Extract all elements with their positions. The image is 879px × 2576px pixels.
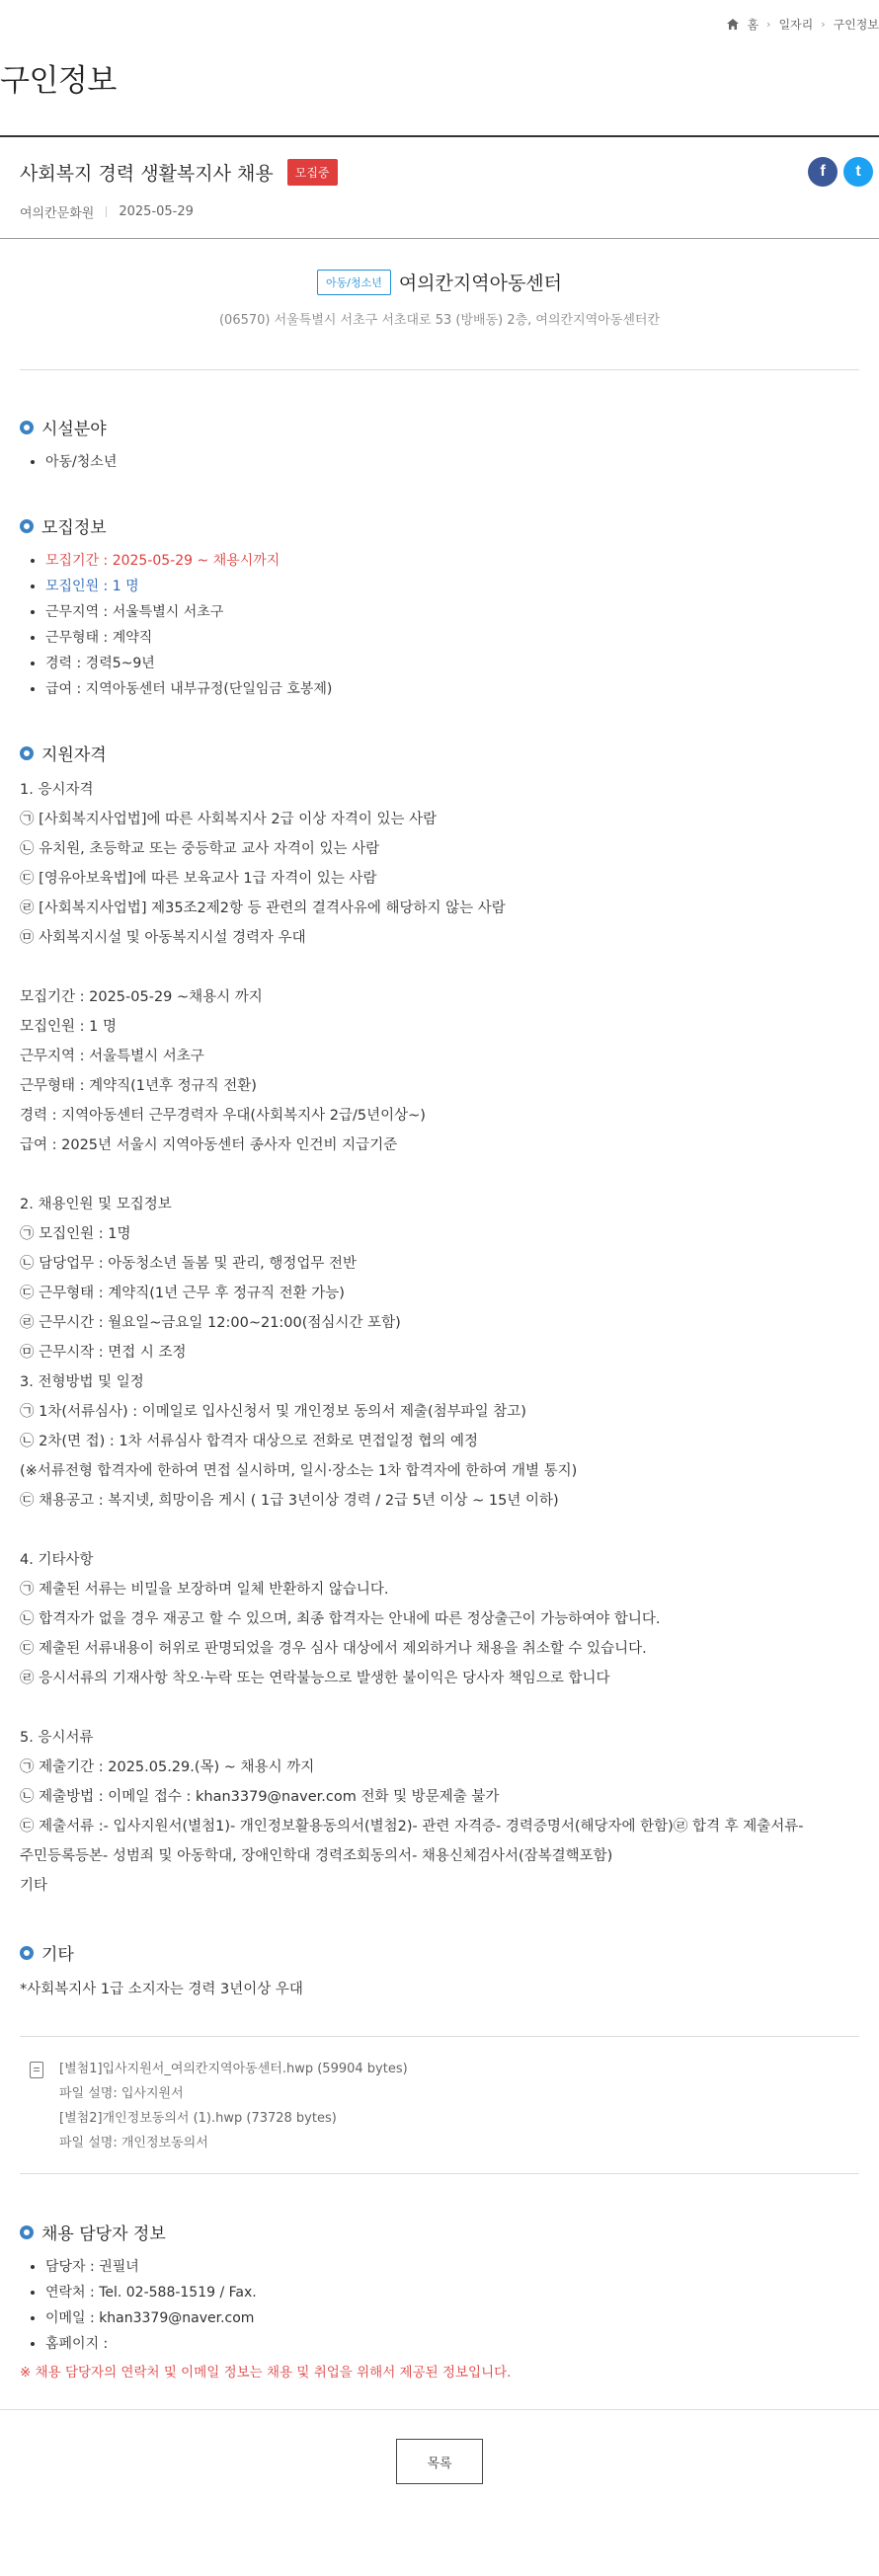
section-heading <box>20 1940 869 1965</box>
text-line <box>20 953 869 982</box>
text-line: 2. 채용인원 및 모집정보 <box>20 1197 172 1212</box>
bullet-circle-icon <box>20 519 34 533</box>
post-author: 여의칸문화원 <box>20 206 95 221</box>
contact-name: 담당자 : 권필녀 <box>20 2254 869 2280</box>
text-line: ㉣ [사회복지사업법] 제35조2제2항 등 관련의 결격사유에 해당하지 않는 사람 <box>20 900 506 916</box>
list-item: 급여 : 지역아동센터 내부규정(단일임금 호봉제) <box>20 676 869 702</box>
text-line: ㉠ 1차(서류심사) : 이메일로 입사신청서 및 개인정보 동의서 제출(첨부파일 참고) <box>20 1404 526 1420</box>
text-line: ㉠ 모집인원 : 1명 <box>20 1226 131 1242</box>
section-heading <box>20 415 869 439</box>
contact-notice: ※ 채용 담당자의 연락처 및 이메일 정보는 채용 및 취업을 위해서 제공된 정보입니다. <box>20 2365 512 2381</box>
bullet-circle-icon <box>20 1946 34 1960</box>
chevron-right-icon: › <box>821 18 826 31</box>
post-title: 사회복지 경력 생활복지사 채용 <box>20 163 274 185</box>
center-info <box>0 269 879 328</box>
text-line: ㉢ 제출서류 :- 입사지원서(별첨1)- 개인정보활용동의서(별첨2)- 관련 자격증- 경력증명서(해당자에 한함)㉣ 합격 후 제출서류- <box>20 1819 804 1834</box>
contact-email: 이메일 : khan3379@naver.com <box>20 2305 869 2331</box>
list-item: 근무형태 : 계약직 <box>20 625 869 651</box>
post-title-row <box>20 159 338 186</box>
text-line <box>20 1693 869 1723</box>
section-heading <box>20 513 869 538</box>
center-address: (06570) 서울특별시 서초구 서초대로 53 (방배동) 2층, 여의칸지역아동센터칸 <box>218 313 661 328</box>
breadcrumb-jobs[interactable]: 일자리 <box>778 18 814 32</box>
divider <box>20 369 859 370</box>
text-line <box>20 1516 869 1545</box>
text-line: *사회복지사 1급 소지자는 경력 3년이상 우대 <box>20 1982 303 1997</box>
center-name-row <box>0 269 879 295</box>
bullet-circle-icon <box>20 746 34 760</box>
text-line: 경력 : 지역아동센터 근무경력자 우대(사회복지사 2급/5년이상~) <box>20 1108 426 1124</box>
attachment-desc: 파일 설명: 입사지원서 <box>59 2086 184 2101</box>
section-title: 기타 <box>41 1945 74 1965</box>
file-icon <box>30 2062 43 2078</box>
section-title: 모집정보 <box>41 518 107 538</box>
breadcrumb-current[interactable]: 구인정보 <box>833 18 879 32</box>
text-line: 근무지역 : 서울특별시 서초구 <box>20 1049 204 1064</box>
text-line: ㉤ 사회복지시설 및 아동복지시설 경력자 우대 <box>20 930 306 946</box>
divider <box>0 2409 879 2410</box>
text-line: ㉣ 응시서류의 기재사항 착오·누락 또는 연락불능으로 발생한 불이익은 당사자 책임으로 합니다 <box>20 1671 610 1686</box>
post-date: 2025-05-29 <box>119 204 194 219</box>
text-line: ㉠ 제출기간 : 2025.05.29.(목) ~ 채용시 까지 <box>20 1759 315 1775</box>
text-line: ㉡ 2차(면 접) : 1차 서류심사 합격자 대상으로 전화로 면접일정 협의 예정 <box>20 1434 479 1449</box>
text-line: ㉢ [영유아보육법]에 따른 보육교사 1급 자격이 있는 사람 <box>20 871 377 887</box>
text-line: (※서류전형 합격자에 한하여 면접 실시하며, 일시·장소는 1차 합격자에 한하여 개별 통지) <box>20 1463 578 1479</box>
chevron-right-icon: › <box>766 18 771 31</box>
section-qualify <box>20 741 869 1901</box>
text-line: ㉣ 근무시간 : 월요일~금요일 12:00~21:00(점심시간 포함) <box>20 1315 401 1331</box>
breadcrumb <box>727 16 879 33</box>
text-line: 주민등록등본- 성범죄 및 아동학대, 장애인학대 경력조회동의서- 채용신체검사서(잠복결핵포함) <box>20 1848 613 1864</box>
home-icon[interactable] <box>727 19 739 30</box>
section-title: 채용 담당자 정보 <box>41 2225 166 2244</box>
section-field <box>20 415 869 475</box>
recruit-period: 모집기간 : 2025-05-29 ~ 채용시까지 <box>20 548 869 574</box>
center-name: 여의칸지역아동센터 <box>398 273 563 294</box>
text-line: 4. 기타사항 <box>20 1552 94 1568</box>
recruit-count: 모집인원 : 1 명 <box>20 574 869 599</box>
text-line: ㉡ 담당업무 : 아동청소년 돌봄 및 관리, 행정업무 전반 <box>20 1256 358 1272</box>
text-line: 1. 응시자격 <box>20 782 94 798</box>
bullet-circle-icon <box>20 421 34 434</box>
status-badge: 모집중 <box>287 159 338 186</box>
text-line: 근무형태 : 계약직(1년후 정규직 전환) <box>20 1078 257 1094</box>
attachment-link[interactable]: [별첨1]입사지원서_여의칸지역아동센터.hwp (59904 bytes) <box>59 2062 408 2076</box>
breadcrumb-home[interactable]: 홈 <box>747 18 759 32</box>
list-button[interactable]: 목록 <box>396 2439 483 2484</box>
section-recruit <box>20 513 869 702</box>
section-contact <box>20 2220 869 2381</box>
text-line: 기타 <box>20 1878 48 1894</box>
divider <box>106 206 107 217</box>
section-etc <box>20 1940 869 2004</box>
section-heading <box>20 741 869 765</box>
post-header <box>0 137 879 239</box>
share-buttons <box>808 157 873 187</box>
list-item: 아동/청소년 <box>20 449 869 475</box>
qualify-body <box>20 775 869 1901</box>
text-line: ㉢ 채용공고 : 복지넷, 희망이음 게시 ( 1급 3년이상 경력 / 2급 5년 이상 ~ 15년 이하) <box>20 1493 559 1509</box>
text-line: 급여 : 2025년 서울시 지역아동센터 종사자 인건비 지급기준 <box>20 1137 398 1153</box>
attachment-desc: 파일 설명: 개인정보동의서 <box>59 2136 208 2150</box>
etc-body <box>20 1975 869 2004</box>
text-line: ㉡ 합격자가 없을 경우 재공고 할 수 있으며, 최종 합격자는 안내에 따른 정상출근이 가능하여야 합니다. <box>20 1611 661 1627</box>
category-tag: 아동/청소년 <box>317 270 391 295</box>
text-line: 3. 전형방법 및 일정 <box>20 1374 144 1390</box>
text-line: ㉤ 근무시작 : 면접 시 조정 <box>20 1345 187 1361</box>
page-title: 구인정보 <box>0 63 117 99</box>
contact-homepage: 홈페이지 : <box>20 2331 869 2357</box>
section-title: 지원자격 <box>41 745 107 765</box>
post-meta <box>20 202 194 221</box>
text-line: 5. 응시서류 <box>20 1730 94 1746</box>
list-item: 경력 : 경력5~9년 <box>20 651 869 676</box>
attachment-link[interactable]: [별첨2]개인정보동의서 (1).hwp (73728 bytes) <box>59 2111 337 2126</box>
text-line: ㉢ 제출된 서류내용이 허위로 판명되었을 경우 심사 대상에서 제외하거나 채용을 취소할 수 있습니다. <box>20 1641 647 1657</box>
contact-phone: 연락처 : Tel. 02-588-1519 / Fax. <box>20 2280 869 2305</box>
text-line: 모집인원 : 1 명 <box>20 1019 117 1035</box>
section-heading <box>20 2220 869 2244</box>
text-line: ㉠ 제출된 서류는 비밀을 보장하며 일체 반환하지 않습니다. <box>20 1582 389 1598</box>
section-title: 시설분야 <box>41 420 107 439</box>
facebook-share-icon[interactable]: f <box>808 157 838 187</box>
bullet-circle-icon <box>20 2225 34 2239</box>
twitter-share-icon[interactable]: t <box>843 157 873 187</box>
list-item: 근무지역 : 서울특별시 서초구 <box>20 599 869 625</box>
attachments <box>20 2036 859 2174</box>
text-line: ㉡ 유치원, 초등학교 또는 중등학교 교사 자격이 있는 사람 <box>20 841 380 857</box>
text-line: ㉠ [사회복지사업법]에 따른 사회복지사 2급 이상 자격이 있는 사람 <box>20 812 438 827</box>
text-line: ㉢ 근무형태 : 계약직(1년 근무 후 정규직 전환 가능) <box>20 1286 345 1301</box>
text-line: 모집기간 : 2025-05-29 ~채용시 까지 <box>20 989 263 1005</box>
text-line <box>20 1160 869 1190</box>
text-line: ㉡ 제출방법 : 이메일 접수 : khan3379@naver.com 전화 및 방문제출 불가 <box>20 1789 500 1805</box>
